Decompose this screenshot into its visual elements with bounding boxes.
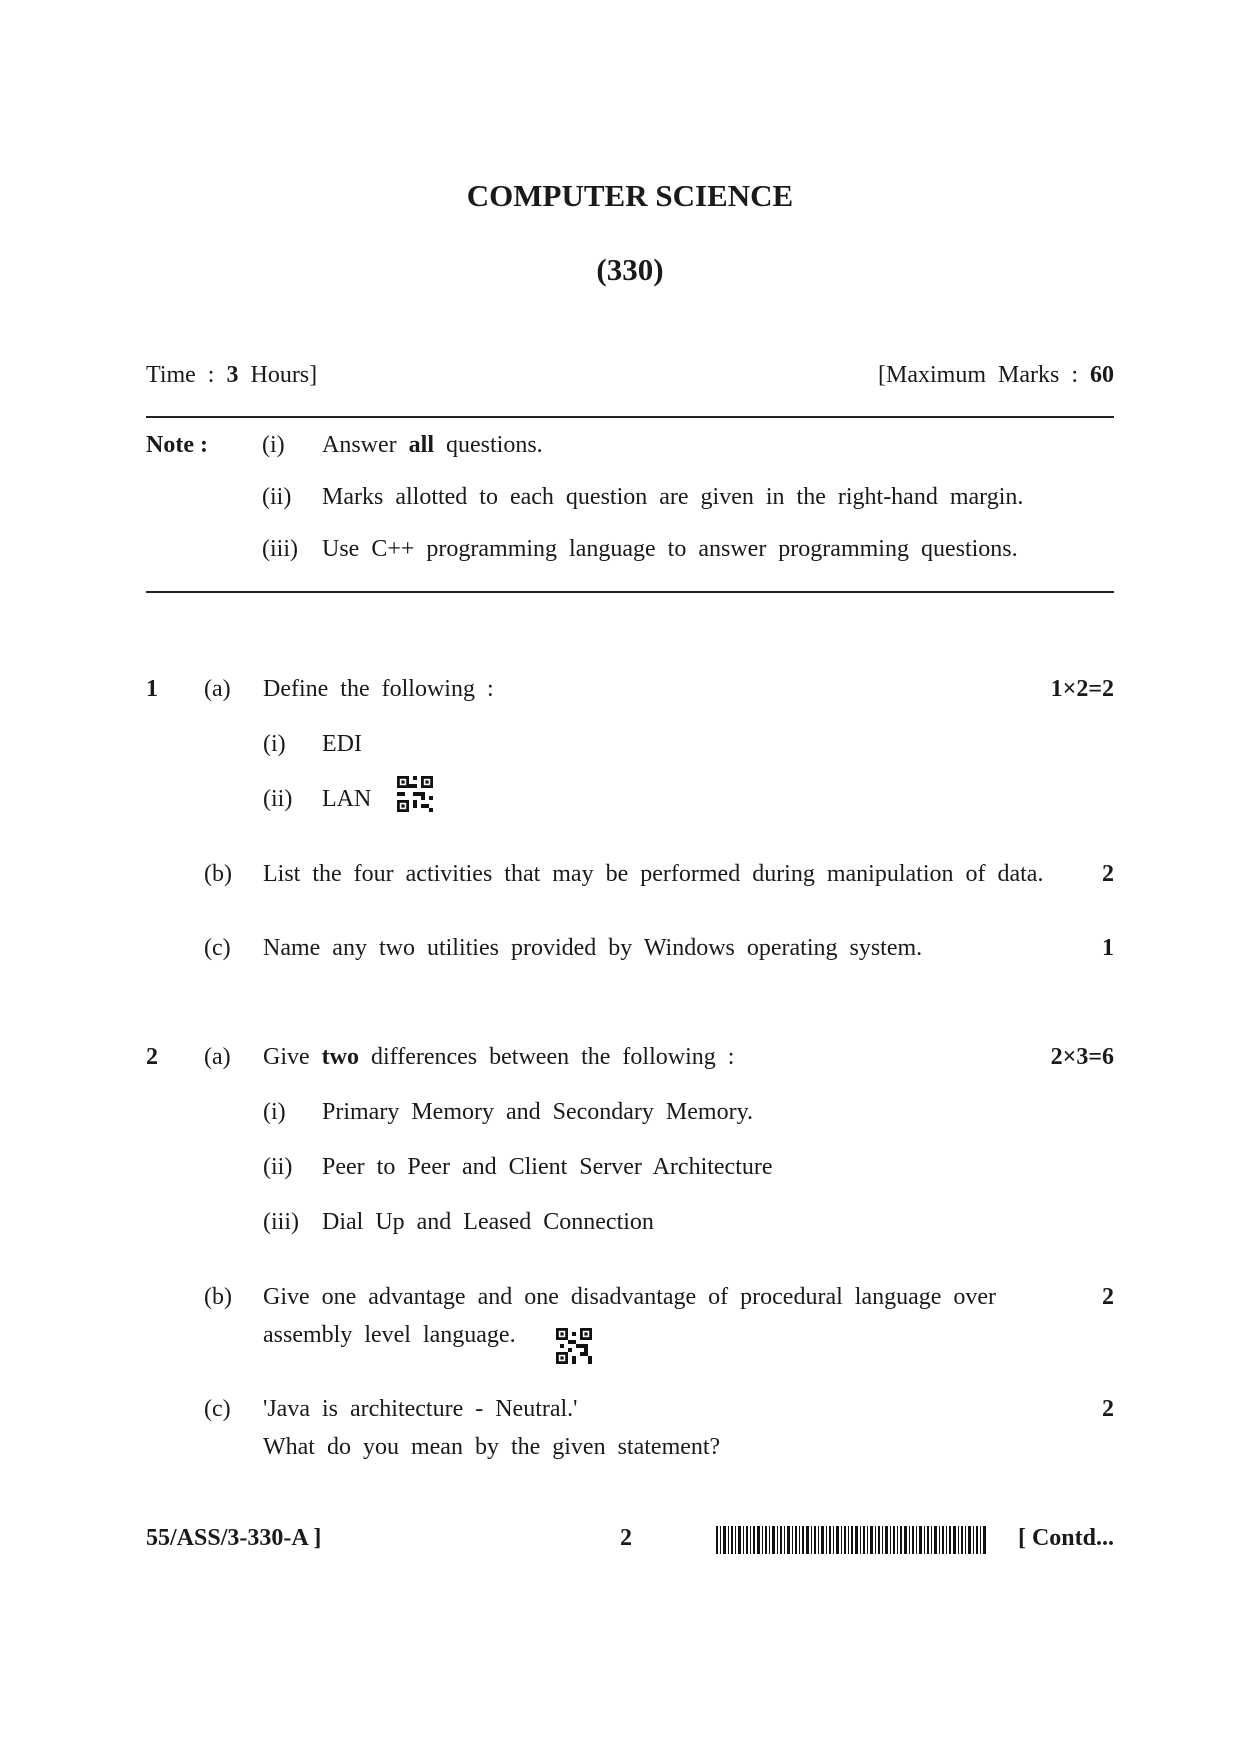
note-item-num: (ii): [262, 484, 292, 510]
part-marks: 2: [1102, 1284, 1114, 1310]
sub-text: Primary Memory and Secondary Memory.: [322, 1099, 754, 1125]
note-text-after: questions.: [434, 432, 543, 458]
sub-text: Dial Up and Leased Connection: [322, 1209, 654, 1235]
part-text-line1: Give one advantage and one disadvantage of procedural language over: [263, 1284, 997, 1310]
top-rule: [146, 416, 1114, 418]
part-label: (a): [204, 1044, 231, 1070]
page-number: 2: [620, 1525, 632, 1551]
note-text-before: Answer: [322, 432, 409, 458]
marks-line: [878, 362, 1114, 389]
part-text: List the four activities that may be performed during manipulation of data.: [263, 861, 1044, 887]
part-bold-two: two: [321, 1044, 359, 1070]
sub-text: Peer to Peer and Client Server Architecture: [322, 1154, 773, 1180]
time-value: 3: [226, 362, 239, 388]
part-text: [263, 1044, 734, 1071]
part-text-before: Give: [263, 1044, 322, 1070]
note-bold-all: all: [408, 432, 434, 458]
barcode-icon: [716, 1526, 986, 1554]
sub-num: (ii): [263, 786, 293, 812]
time-prefix: Time :: [146, 362, 227, 388]
qr-code-icon: [556, 1328, 592, 1364]
note-item-text: [322, 432, 543, 459]
part-text: Name any two utilities provided by Windows operating system.: [263, 935, 923, 961]
part-marks: 2: [1102, 861, 1114, 887]
sub-text: LAN: [322, 786, 372, 812]
note-item-num: (i): [262, 432, 285, 458]
subject-code: (330): [596, 252, 664, 287]
sub-num: (i): [263, 731, 286, 757]
part-text: Define the following :: [263, 676, 494, 702]
subject-title: COMPUTER SCIENCE: [466, 178, 794, 213]
question-number: 2: [146, 1044, 158, 1070]
part-label: (b): [204, 1284, 232, 1310]
sub-num: (iii): [263, 1209, 299, 1235]
part-label: (a): [204, 676, 231, 702]
sub-num: (i): [263, 1099, 286, 1125]
contd-label: [ Contd...: [1017, 1525, 1114, 1551]
part-label: (c): [204, 935, 231, 961]
part-text-line2: What do you mean by the given statement?: [263, 1434, 721, 1460]
bottom-rule: [146, 591, 1114, 593]
part-text-after: differences between the following :: [358, 1044, 735, 1070]
part-marks: 2×3=6: [1050, 1044, 1114, 1070]
qr-code-icon: [397, 776, 433, 812]
note-item-text: Marks allotted to each question are given in the right-hand margin.: [322, 484, 1024, 510]
marks-value: 60: [1090, 362, 1114, 388]
note-label: Note :: [146, 432, 208, 458]
sub-text: EDI: [322, 731, 362, 757]
part-text-line1: 'Java is architecture - Neutral.': [263, 1396, 578, 1422]
note-item-text: Use C++ programming language to answer programming questions.: [322, 536, 1018, 562]
time-suffix: Hours]: [238, 362, 318, 388]
question-number: 1: [146, 676, 158, 702]
sub-num: (ii): [263, 1154, 293, 1180]
part-label: (b): [204, 861, 232, 887]
part-marks: 2: [1102, 1396, 1114, 1422]
marks-prefix: [Maximum Marks :: [878, 362, 1090, 388]
part-marks: 1: [1102, 935, 1114, 961]
note-item-num: (iii): [262, 536, 298, 562]
time-line: [146, 362, 317, 389]
paper-code: 55/ASS/3-330-A ]: [146, 1525, 322, 1551]
part-label: (c): [204, 1396, 231, 1422]
part-text-line2: assembly level language.: [263, 1322, 516, 1348]
part-marks: 1×2=2: [1050, 676, 1114, 702]
